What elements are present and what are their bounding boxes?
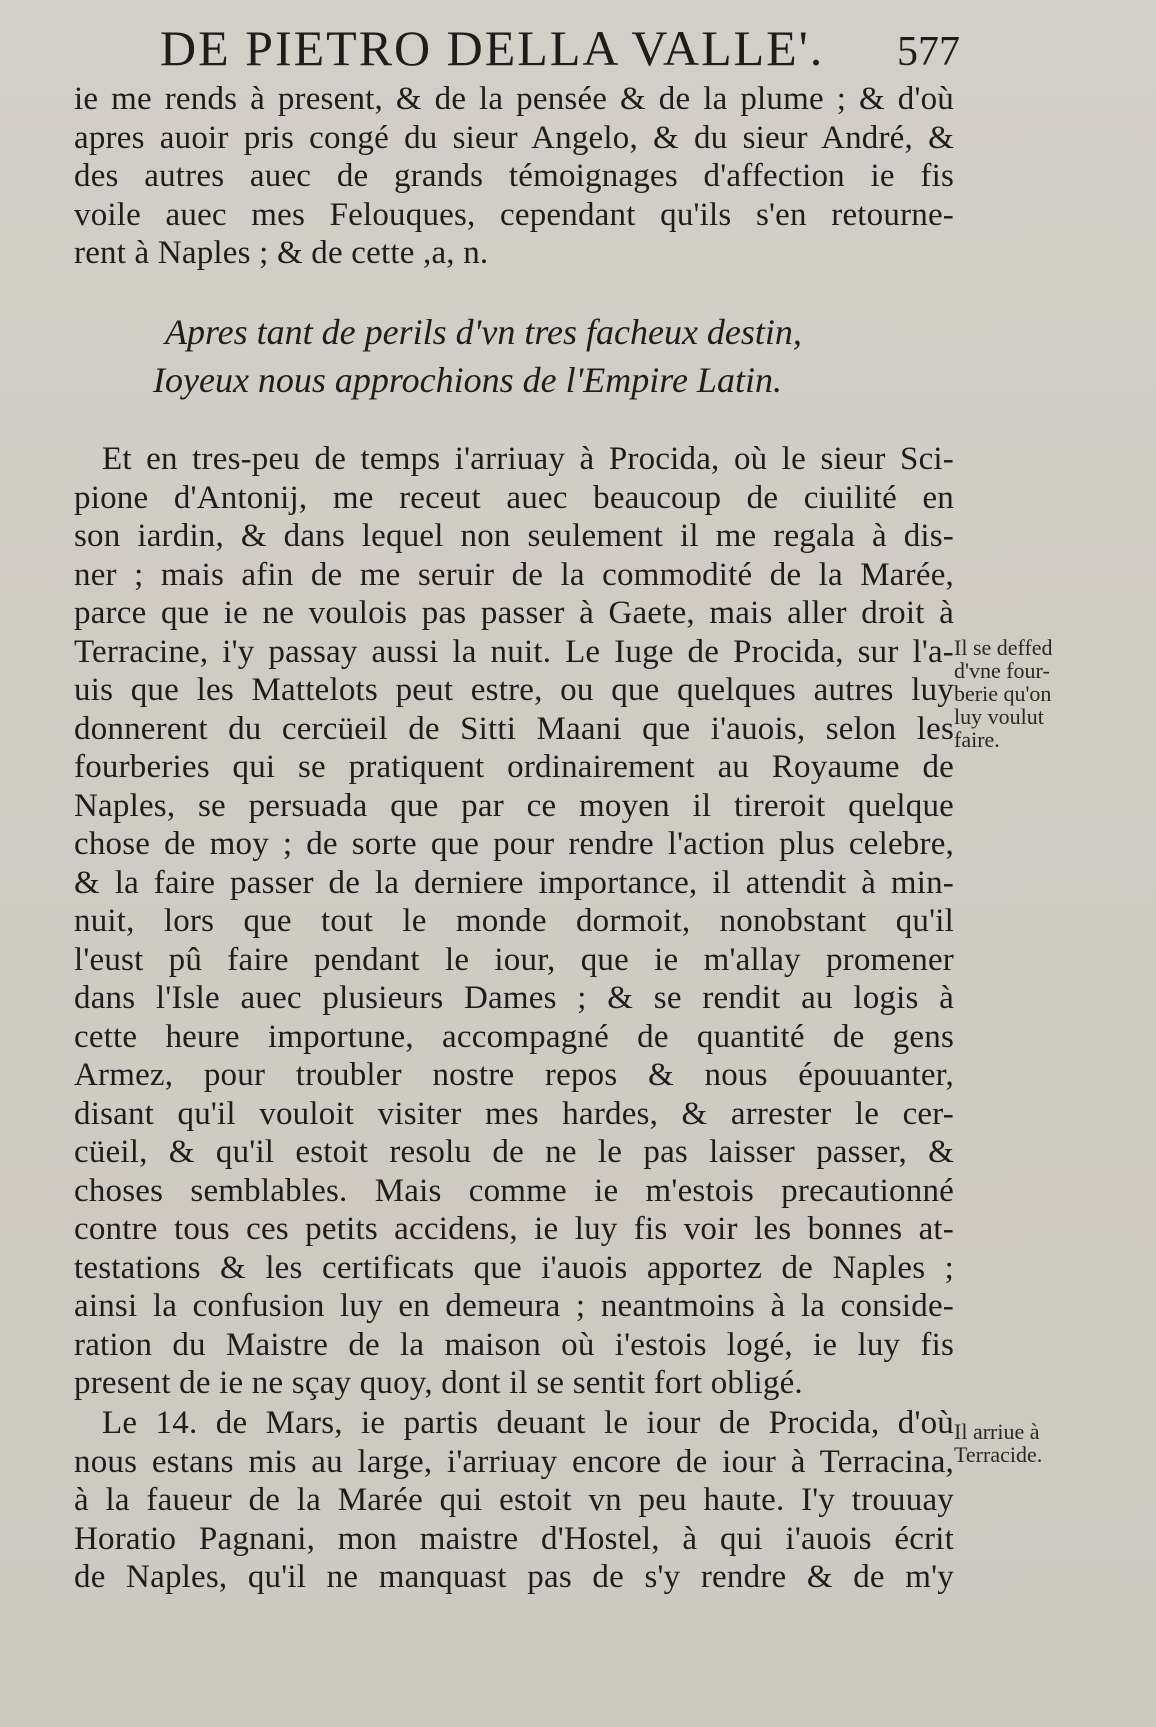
text-line: voile auec mes Felouques, cependant qu'ils s'en retourne-: [74, 196, 954, 233]
paragraph-procida: [74, 440, 954, 1403]
text-line: testations & les certificats que i'auois apportez de Naples ;: [74, 1249, 954, 1286]
intro-passage: [74, 80, 954, 273]
text-line: nous estans mis au large, i'arriuay encore de iour à Terracina,: [74, 1443, 954, 1480]
text-line: cette heure importune, accompagné de quantité de gens: [74, 1018, 954, 1055]
text-line: chose de moy ; de sorte que pour rendre l'action plus celebre,: [74, 826, 954, 862]
paragraph-terracina: [74, 1404, 954, 1597]
text-line: de Naples, qu'il ne manquast pas de s'y rendre & de m'y: [74, 1559, 954, 1595]
text-line: à la faueur de la Marée qui estoit vn peu haute. I'y trouuay: [74, 1482, 954, 1518]
text-line: ner ; mais afin de me seruir de la commodité de la Marée,: [74, 556, 954, 593]
margin-note-line: Il se deffed: [954, 635, 1053, 660]
page-header: [160, 18, 960, 78]
verse-line: Ioyeux nous approchions de l'Empire Latin.: [153, 360, 782, 400]
running-title: DE PIETRO DELLA VALLE'.: [160, 20, 825, 76]
text-line: l'eust pû faire pendant le iour, que ie m'allay promener: [74, 941, 954, 978]
text-line: choses semblables. Mais comme ie m'estois precautionné: [74, 1172, 954, 1209]
page-number: 577: [897, 29, 960, 75]
text-line: fourberies qui se pratiquent ordinairement au Royaume de: [74, 749, 954, 785]
text-line: Et en tres-peu de temps i'arriuay à Procida, où le sieur Sci-: [102, 441, 954, 477]
text-line: cüeil, & qu'il estoit resolu de ne le pas laisser passer, &: [74, 1134, 954, 1170]
margin-note-line: Il arriue à: [954, 1419, 1040, 1444]
text-line: Naples, se persuada que par ce moyen il tireroit quelque: [74, 787, 954, 824]
text-line: contre tous ces petits accidens, ie luy fis voir les bonnes at-: [74, 1211, 954, 1247]
text-line: dans l'Isle auec plusieurs Dames ; & se rendit au logis à: [74, 980, 954, 1016]
margin-note-line: faire.: [954, 727, 1000, 752]
margin-note-fourberie: [954, 636, 1104, 751]
text-line: Le 14. de Mars, ie partis deuant le iour de Procida, d'où: [102, 1405, 954, 1441]
text-line: present de ie ne sçay quoy, dont il se sentit fort obligé.: [74, 1365, 803, 1401]
text-line: ainsi la confusion luy en demeura ; neantmoins à la conside-: [74, 1288, 954, 1324]
text-line: uis que les Mattelots peut estre, ou que quelques autres luy: [74, 672, 954, 708]
text-line: rent à Naples ; & de cette ,a, n.: [74, 235, 489, 271]
text-line: & la faire passer de la derniere importance, il attendit à min-: [74, 864, 954, 901]
text-line: Horatio Pagnani, mon maistre d'Hostel, à qui i'auois écrit: [74, 1520, 954, 1557]
text-line: Terracine, i'y passay aussi la nuit. Le Iuge de Procida, sur l'a-: [74, 633, 954, 670]
margin-note-line: Terracide.: [954, 1442, 1043, 1467]
text-line: son iardin, & dans lequel non seulement il me regala à dis-: [74, 518, 954, 554]
margin-note-line: berie qu'on: [954, 681, 1052, 706]
text-line: Armez, pour troubler nostre repos & nous épouuanter,: [74, 1057, 954, 1093]
text-line: des autres auec de grands témoignages d'affection ie fis: [74, 158, 954, 194]
verse-couplet: [153, 308, 925, 404]
verse-line: Apres tant de perils d'vn tres facheux destin,: [165, 312, 802, 352]
margin-note-line: luy voulut: [954, 704, 1044, 729]
text-line: pione d'Antonij, me receut auec beaucoup de ciuilité en: [74, 479, 954, 516]
text-line: parce que ie ne voulois pas passer à Gaete, mais aller droit à: [74, 595, 954, 631]
text-line: donnerent du cercüeil de Sitti Maani que i'auois, selon les: [74, 710, 954, 747]
text-line: disant qu'il vouloit visiter mes hardes, & arrester le cer-: [74, 1095, 954, 1132]
text-line: ration du Maistre de la maison où i'estois logé, ie luy fis: [74, 1326, 954, 1363]
text-line: apres auoir pris congé du sieur Angelo, & du sieur André, &: [74, 119, 954, 156]
text-line: nuit, lors que tout le monde dormoit, nonobstant qu'il: [74, 903, 954, 939]
text-line: ie me rends à present, & de la pensée & de la plume ; & d'où: [74, 81, 954, 117]
margin-note-line: d'vne four-: [954, 658, 1050, 683]
margin-note-terracine: [954, 1420, 1104, 1466]
